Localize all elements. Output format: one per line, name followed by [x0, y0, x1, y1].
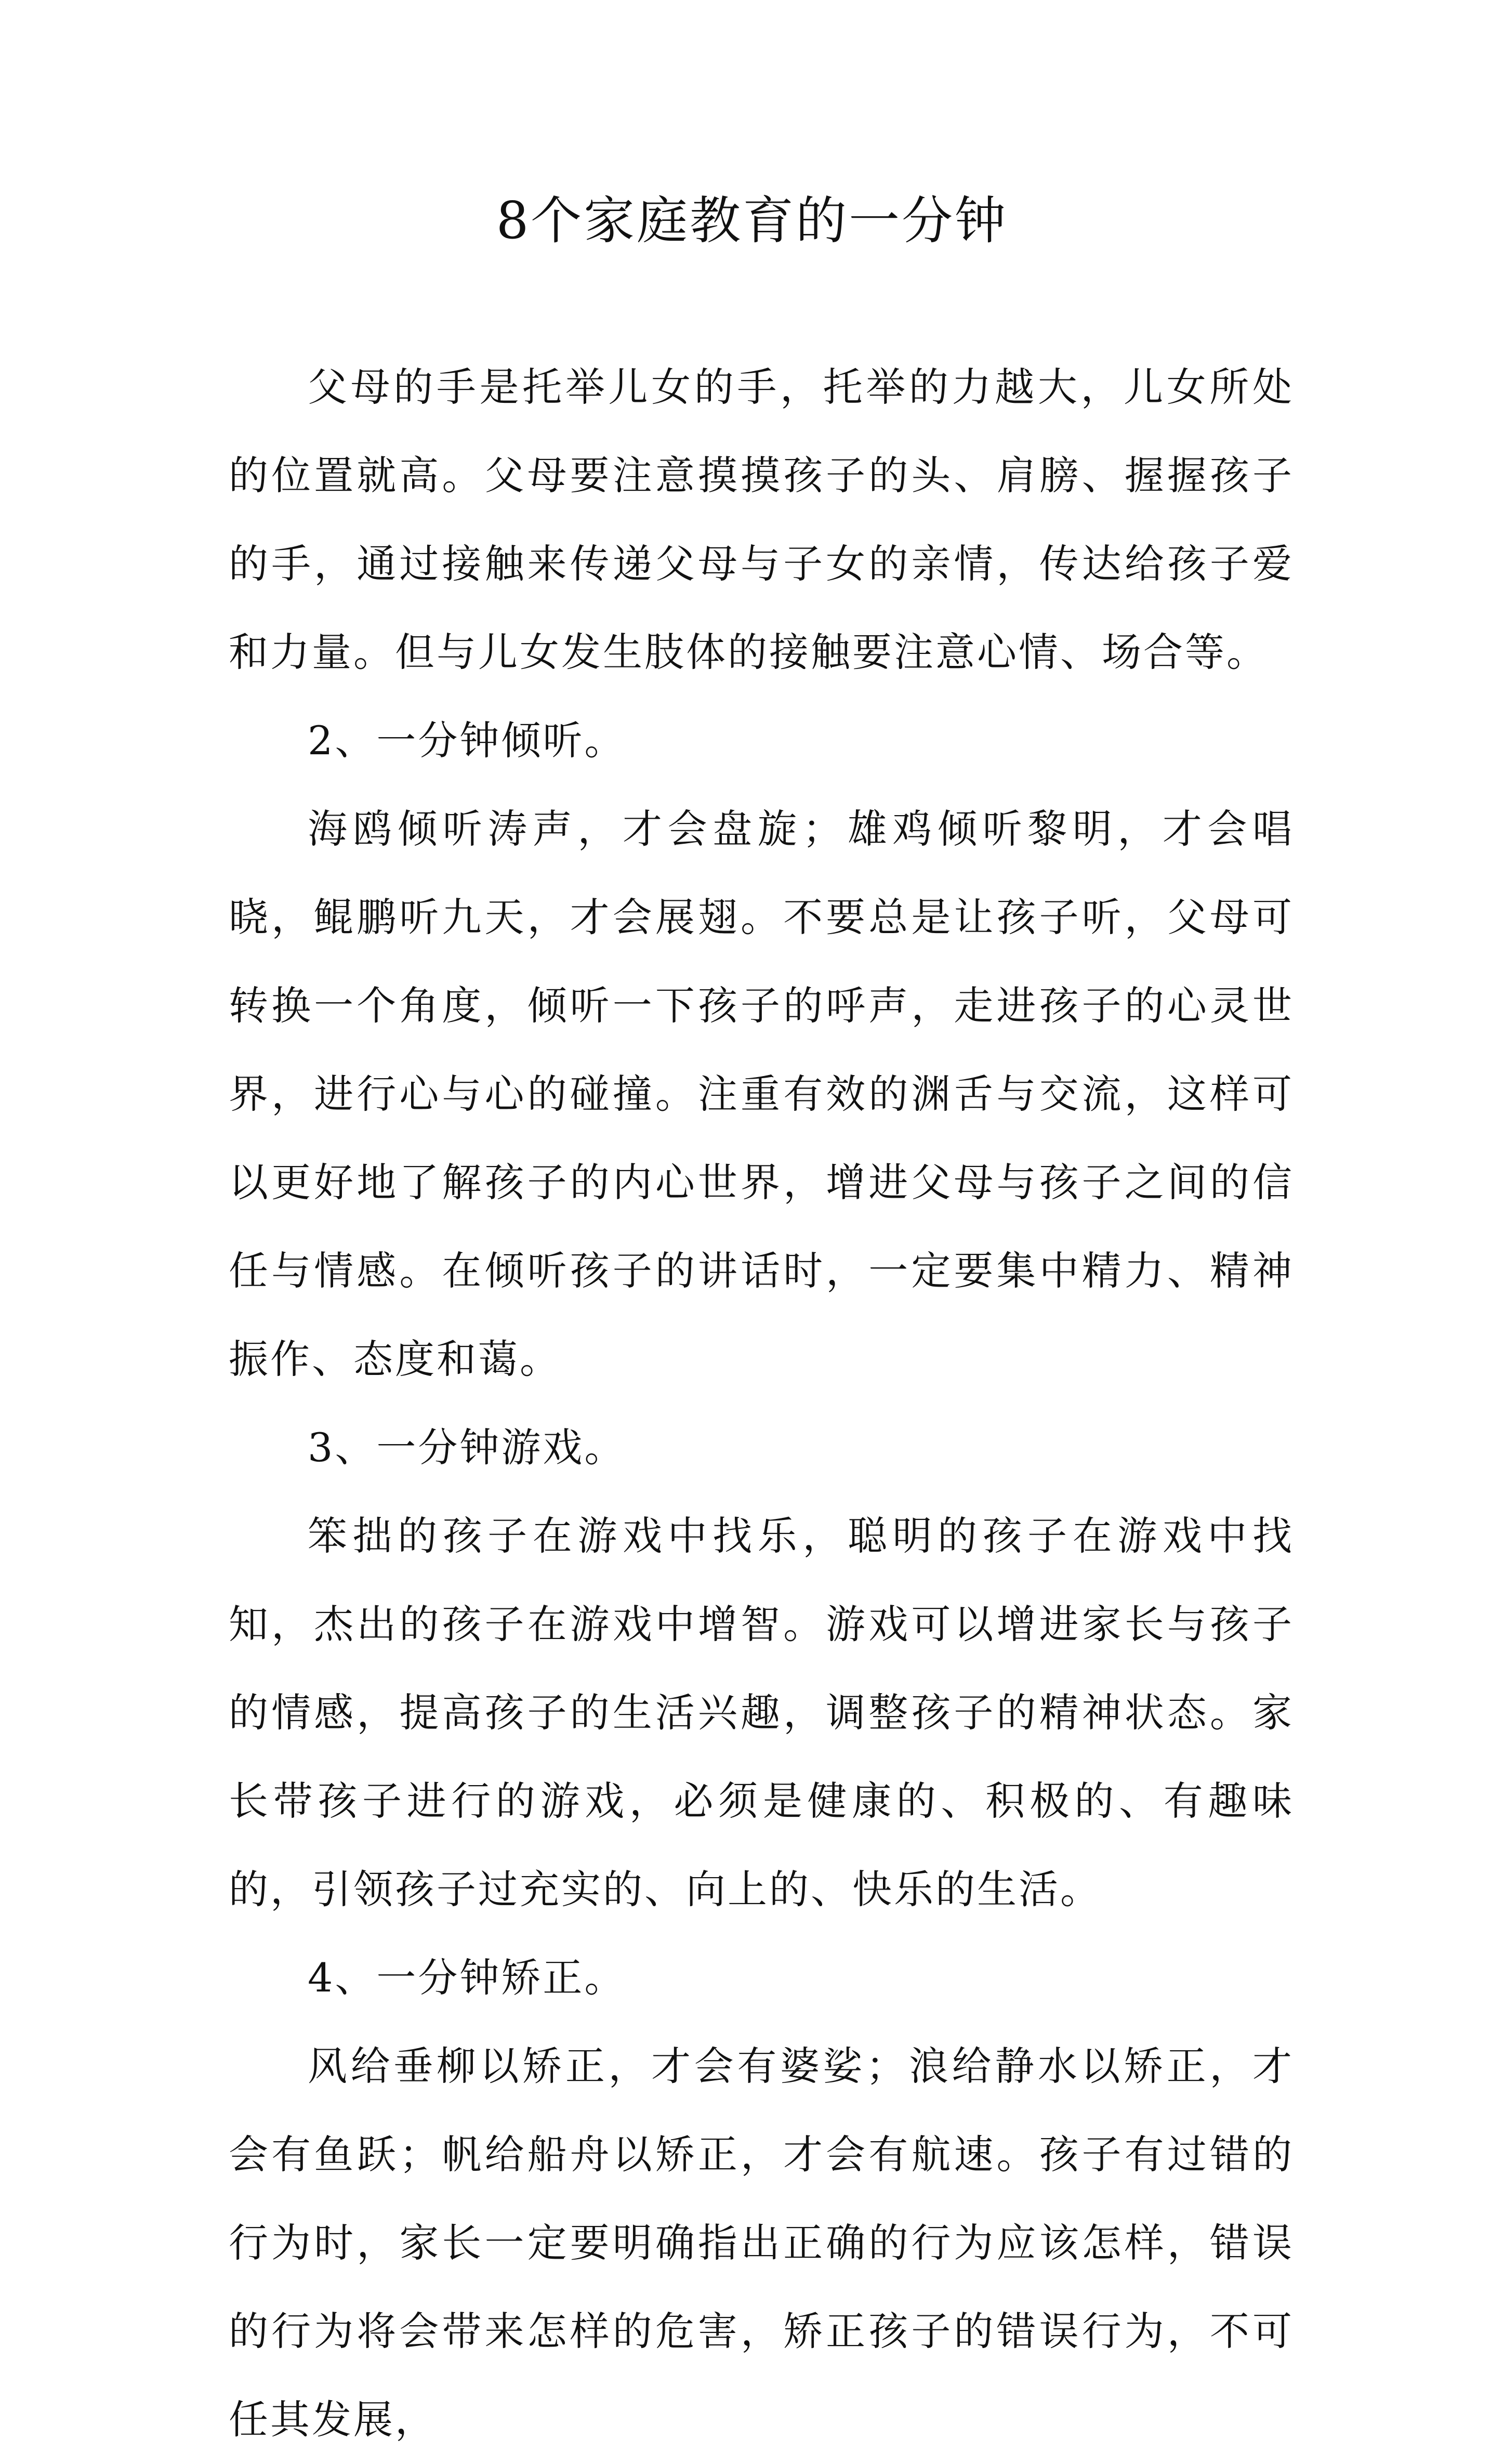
heading-game: 3、一分钟游戏。 [308, 1424, 626, 1471]
paragraph-game: 笨拙的孩子在游戏中找乐，聪明的孩子在游戏中找知，杰出的孩子在游戏中增智。游戏可以增进家长与孩子的情感，提高孩子的生活兴趣，调整孩子的精神状态。家长带孩子进行的游戏，必须是健康的、积极的、有趣味的，引领孩子过充实的、向上的、快乐的生活。 [229, 1513, 1294, 1912]
document-body [229, 343, 1294, 2464]
paragraph-listen: 海鸥倾听涛声，才会盘旋；雄鸡倾听黎明，才会唱晓，鲲鹏听九天，才会展翅。不要总是让孩子听，父母可转换一个角度，倾听一下孩子的呼声，走进孩子的心灵世界，进行心与心的碰撞。注重有效的渊舌与交流，这样可以更好地了解孩子的内心世界，增进父母与孩子之间的信任与情感。在倾听孩子的讲话时，一定要集中精力、精神振作、态度和蔼。 [229, 806, 1294, 1382]
heading-correct: 4、一分钟矫正。 [308, 1955, 626, 2001]
paragraph-correct: 风给垂柳以矫正，才会有婆娑；浪给静水以矫正，才会有鱼跃；帆给船舟以矫正，才会有航速。孩子有过错的行为时，家长一定要明确指出正确的行为应该怎样，错误的行为将会带来怎样的危害，矫正孩子的错误行为，不可任其发展， [229, 2043, 1294, 2443]
heading-listen: 2、一分钟倾听。 [308, 717, 626, 764]
document-title: 8个家庭教育的一分钟 [496, 191, 1008, 251]
paragraph-touch: 父母的手是托举儿女的手，托举的力越大，儿女所处的位置就高。父母要注意摸摸孩子的头、肩膀、握握孩子的手，通过接触来传递父母与子女的亲情，传达给孩子爱和力量。但与儿女发生肢体的接触要注意心情、场合等。 [229, 364, 1294, 675]
